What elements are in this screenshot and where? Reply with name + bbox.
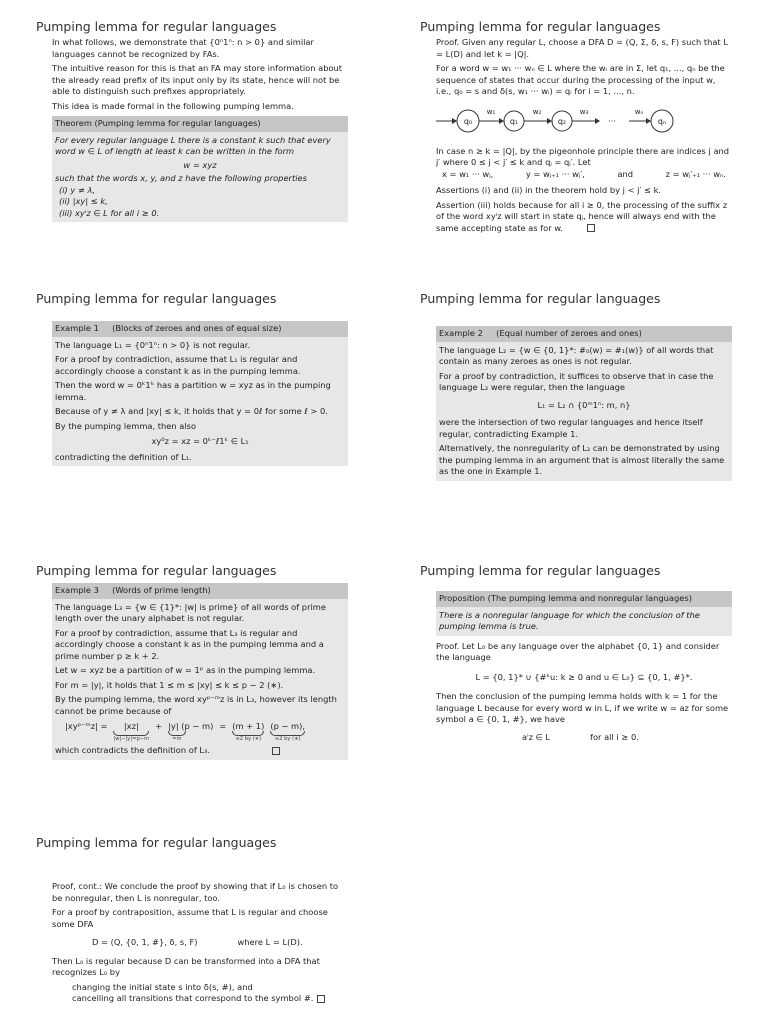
- paragraph: were the intersection of two regular languages and hence itself regular, contradicting Example 1.: [439, 417, 703, 439]
- theorem-after: such that the words x, y, and z have the following properties: [55, 173, 307, 183]
- paragraph: In case n ≥ k = |Q|, by the pigeonhole principle there are indices j and j′ where 0 ≤ j < j′ ≤ k and qⱼ = qⱼ′. Let: [436, 145, 730, 167]
- slide-title: Pumping lemma for regular languages: [36, 835, 277, 850]
- paragraph-text: which contradicts the definition of L₃.: [55, 745, 210, 755]
- formula: xy⁰z = xz = 0ᵏ⁻ℓ1ᵏ ∈ L₁: [151, 436, 249, 446]
- paragraph: Proof. Given any regular L, choose a DFA D = (Q, Σ, δ, s, F) such that L = L(D) and let k = |Q|.: [436, 37, 728, 59]
- qed-icon: [272, 747, 280, 755]
- paragraph: contradicting the definition of L₁.: [55, 451, 192, 462]
- paragraph: Because of y ≠ λ and |xy| ≤ k, it holds that y = 0ℓ for some ℓ > 0.: [55, 406, 328, 416]
- state-label: q₂: [557, 116, 567, 126]
- term: |y| (p − m): [168, 721, 214, 731]
- proposition-statement: There is a nonregular language for which the conclusion of the pumping lemma is true.: [436, 607, 732, 636]
- eq-op: +: [155, 721, 163, 731]
- slide-4: [384, 272, 768, 542]
- paragraph: For a proof by contradiction, assume that L₃ is regular and accordingly choose a constant k as in the pumping lemma and a prime number p ≥ k + 2.: [55, 627, 324, 661]
- brace-equation: [65, 721, 345, 743]
- eq-op: =: [219, 721, 227, 731]
- formula-part: D = (Q, {0, 1, #}, δ, s, F): [92, 937, 198, 947]
- eq-part: z = wⱼ′₊₁ ··· wₙ.: [665, 168, 726, 179]
- slide-6: [384, 544, 768, 814]
- formula-row: [52, 937, 348, 949]
- slide-content: [52, 321, 348, 466]
- partition-equation: [436, 169, 732, 181]
- paragraph-text: Assertion (iii) holds because for all i ≥ 0, the processing of the suffix z of the word xyⁱz will start in state qⱼ, hence will always end with the same accepting state as for w.: [436, 199, 728, 233]
- edge-label: wₙ: [634, 107, 644, 116]
- paragraph: Then L₀ is regular because D can be transformed into a DFA that recognizes L₀ by: [52, 955, 320, 977]
- list-item-text: cancelling all transitions that correspond to the symbol #.: [72, 993, 314, 1003]
- proposition-heading: Proposition (The pumping lemma and nonregular languages): [436, 591, 732, 607]
- example-heading: Example 3 (Words of prime length): [52, 583, 348, 599]
- slide-1: [0, 0, 384, 270]
- slide-2: [384, 0, 768, 270]
- theorem-heading: Theorem (Pumping lemma for regular languages): [52, 116, 348, 132]
- formula-part: for all i ≥ 0.: [590, 731, 639, 742]
- list-item: changing the initial state s into δ(s, #), and: [72, 981, 253, 992]
- example-body: [436, 342, 732, 481]
- paragraph: For a word w = w₁ ··· wₙ ∈ L where the wᵢ are in Σ, let q₁, ..., qₙ be the sequence of states that occur during the processing of the input w, i.e., q₀ = s and δ(s, w₁ ··· wᵢ) = qᵢ for i = 1, ..., n.: [436, 63, 725, 96]
- paragraph: For m = |y|, it holds that 1 ≤ m ≤ |xy| ≤ k ≤ p − 2 (∗).: [55, 679, 284, 690]
- brace-label: ≥2 by (∗): [274, 736, 301, 742]
- state-label: q₁: [509, 116, 519, 126]
- state-label: qₙ: [657, 116, 667, 126]
- paragraph: Let w = xyz be a partition of w = 1ᵖ as in the pumping lemma.: [55, 665, 316, 675]
- state-label: q₀: [463, 116, 473, 126]
- theorem-item: (ii) |xy| ≤ k,: [59, 196, 108, 206]
- brace-label: ≥2 by (∗): [235, 736, 262, 742]
- eq-part: and: [617, 168, 634, 179]
- paragraph: The language L₃ = {w ∈ {1}*: |w| is prime} of all words of prime length over the unary alphabet is not regular.: [55, 601, 326, 623]
- slide-5: [0, 544, 384, 814]
- example-body: [52, 337, 348, 467]
- brace-label: |w|−|y|=p−m: [113, 736, 150, 742]
- formula: L₁ = L₂ ∩ {0ᵐ1ⁿ: m, n}: [537, 399, 631, 410]
- formula-part: aⁱz ∈ L: [522, 731, 551, 742]
- brace-term: [113, 721, 149, 743]
- qed-icon: [317, 995, 325, 1003]
- theorem-item: (iii) xyⁱz ∈ L for all i ≥ 0.: [59, 207, 160, 218]
- ellipsis: ···: [608, 116, 616, 126]
- theorem-body: [52, 132, 348, 223]
- formula: L = {0, 1}* ∪ {#ᵏu: k ≥ 0 and u ∈ L₀} ⊆ {0, 1, #}*.: [475, 671, 693, 682]
- paragraph: The language L₁ = {0ⁿ1ⁿ: n > 0} is not regular.: [55, 339, 251, 350]
- eq-part: x = w₁ ··· wⱼ,: [442, 168, 494, 179]
- paragraph: The language L₂ = {w ∈ {0, 1}*: #₀(w) = #₁(w)} of all words that contain as many zeroes as ones is not regular.: [439, 344, 714, 366]
- slide-content: [436, 591, 732, 743]
- brace-label: =m: [172, 736, 182, 742]
- paragraph: [55, 745, 345, 757]
- paragraph: By the pumping lemma, then also: [55, 420, 197, 431]
- brace-term: [168, 721, 213, 743]
- eq-lhs: |xyᵖ⁻ᵐz| =: [65, 721, 108, 731]
- example-body: [52, 599, 348, 760]
- theorem-formula: w = xyz: [183, 159, 217, 170]
- paragraph: For a proof by contradiction, assume that L₁ is regular and accordingly choose a constant k as in the pumping lemma.: [55, 354, 301, 376]
- paragraph: Then the conclusion of the pumping lemma holds with k = 1 for the language L because for every word w in L, if we write w = az for some symbol a ∈ {0, 1, #}, we have: [436, 691, 729, 724]
- edge-label: w₁: [486, 107, 496, 116]
- slide-title: Pumping lemma for regular languages: [420, 563, 661, 578]
- paragraph: This idea is made formal in the following pumping lemma.: [52, 100, 294, 111]
- slide-content: [52, 881, 348, 1005]
- formula-row: [436, 732, 732, 744]
- eq-part: y = wⱼ₊₁ ··· wⱼ′,: [525, 168, 585, 179]
- qed-icon: [587, 224, 595, 232]
- list-item: [72, 993, 348, 1005]
- paragraph: Assertions (i) and (ii) in the theorem hold by j < j′ ≤ k.: [436, 185, 662, 195]
- term: (m + 1): [232, 721, 265, 731]
- slide-content: [436, 326, 732, 481]
- theorem-intro: For every regular language L there is a constant k such that every word w ∈ L of length at least k can be written in the form: [55, 134, 331, 156]
- paragraph: In what follows, we demonstrate that {0ⁿ1ⁿ: n > 0} and similar languages cannot be recognized by FAs.: [52, 37, 314, 59]
- paragraph: By the pumping lemma, the word xyᵖ⁻ᵐz is in L₃, however its length cannot be prime because of: [55, 694, 337, 716]
- slide-title: Pumping lemma for regular languages: [36, 19, 277, 34]
- example-heading: Example 2 (Equal number of zeroes and ones): [436, 326, 732, 342]
- paragraph: Alternatively, the nonregularity of L₂ can be demonstrated by using the pumping lemma in an argument that is almost literally the same as the one in Example 1.: [439, 443, 725, 476]
- slide-title: Pumping lemma for regular languages: [36, 563, 277, 578]
- slide-content: [52, 37, 348, 222]
- slide-content: [436, 37, 732, 237]
- term: (p − m),: [270, 721, 306, 731]
- brace-term: [232, 721, 264, 743]
- slide-content: [52, 583, 348, 760]
- paragraph: For a proof by contraposition, assume that L is regular and choose some DFA: [52, 907, 328, 929]
- paragraph: Proof, cont.: We conclude the proof by showing that if L₀ is chosen to be nonregular, then L is nonregular, too.: [52, 881, 339, 903]
- example-heading: Example 1 (Blocks of zeroes and ones of equal size): [52, 321, 348, 337]
- edge-label: w₂: [532, 107, 542, 116]
- slide-title: Pumping lemma for regular languages: [420, 19, 661, 34]
- paragraph: Then the word w = 0ᵏ1ᵏ has a partition w = xyz as in the pumping lemma.: [55, 380, 331, 402]
- paragraph: [436, 200, 732, 235]
- slide-7: [0, 816, 384, 1024]
- edge-label: w₃: [579, 107, 589, 116]
- slide-title: Pumping lemma for regular languages: [36, 291, 277, 306]
- theorem-item: (i) y ≠ λ,: [59, 184, 96, 195]
- formula-part: where L = L(D).: [237, 937, 303, 947]
- paragraph: For a proof by contradiction, it suffices to observe that in case the language L₂ were regular, then the language: [439, 370, 714, 392]
- paragraph: The intuitive reason for this is that an FA may store information about the already read prefix of its input only by its state, hence will not be able to distinguish such prefixes appropriately.: [52, 63, 343, 96]
- slide-3: [0, 272, 384, 542]
- dfa-diagram: [436, 104, 696, 138]
- slide-title: Pumping lemma for regular languages: [420, 291, 661, 306]
- brace-term: [270, 721, 305, 743]
- paragraph: Proof. Let L₀ be any language over the alphabet {0, 1} and consider the language: [436, 640, 720, 662]
- term: |xz|: [123, 721, 139, 731]
